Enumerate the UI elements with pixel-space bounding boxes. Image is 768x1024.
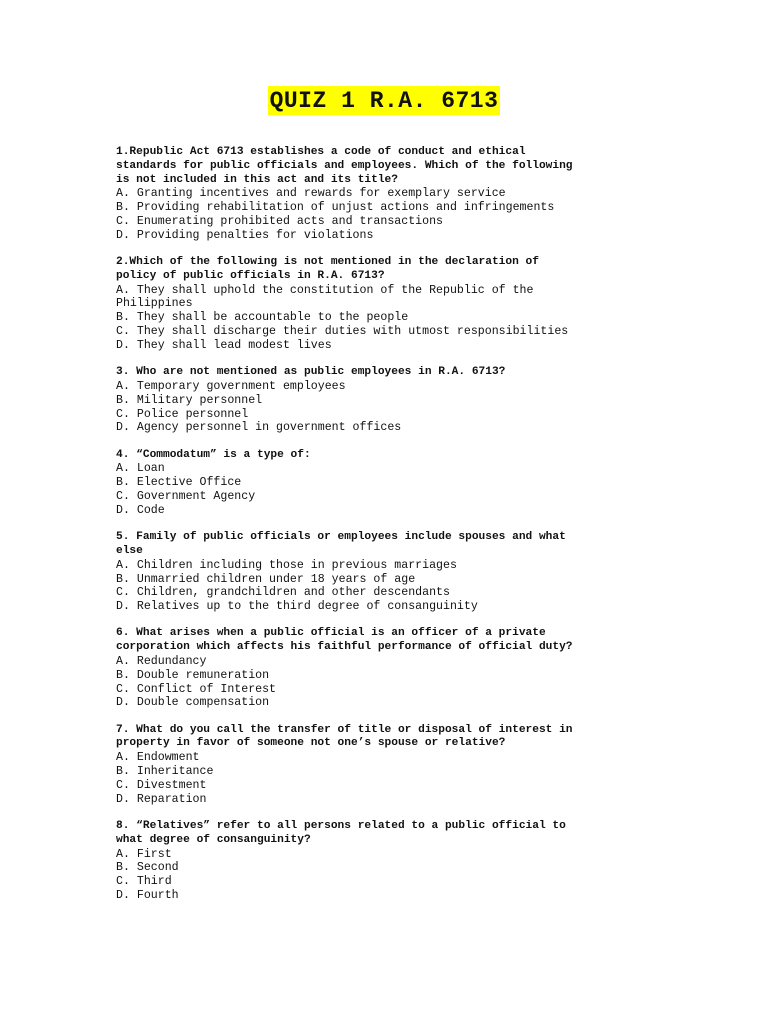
question-text-line: policy of public officials in R.A. 6713? xyxy=(116,269,385,282)
answer-option: D. Agency personnel in government offices xyxy=(116,421,402,435)
question-list xyxy=(116,146,656,916)
answer-option: B. They shall be accountable to the people xyxy=(116,311,409,325)
question-text-line: 2.Which of the following is not mentioned in the declaration of xyxy=(116,256,539,269)
answer-option: B. Elective Office xyxy=(116,476,242,490)
question-text-line: else xyxy=(116,544,143,557)
answer-option: A. Children including those in previous marriages xyxy=(116,558,457,572)
question-5 xyxy=(116,531,656,614)
answer-option: D. Reparation xyxy=(116,792,207,806)
question-4 xyxy=(116,449,656,518)
answer-option: A. They shall uphold the constitution of the Republic of the Philippines xyxy=(116,283,534,311)
answer-option: C. Children, grandchildren and other descendants xyxy=(116,586,450,600)
answer-option: B. Inheritance xyxy=(116,765,214,779)
answer-option: D. Providing penalties for violations xyxy=(116,228,374,242)
document-title: QUIZ 1 R.A. 6713 xyxy=(269,88,499,114)
answer-option: B. Military personnel xyxy=(116,393,263,407)
question-8 xyxy=(116,820,656,903)
question-text-line: property in favor of someone not one’s spouse or relative? xyxy=(116,737,506,750)
question-text-line: corporation which affects his faithful performance of official duty? xyxy=(116,641,573,654)
answer-option: B. Unmarried children under 18 years of age xyxy=(116,572,416,586)
answer-option: A. Endowment xyxy=(116,751,200,765)
question-text-line: 8. “Relatives” refer to all persons related to a public official to xyxy=(116,819,566,832)
question-text-line: 3. Who are not mentioned as public employees in R.A. 6713? xyxy=(116,366,506,379)
answer-option: C. Police personnel xyxy=(116,407,249,421)
answer-option: C. Government Agency xyxy=(116,490,256,504)
title-wrap xyxy=(0,86,768,115)
question-text-line: 1.Republic Act 6713 establishes a code of conduct and ethical xyxy=(116,146,526,158)
question-text-line: what degree of consanguinity? xyxy=(116,833,311,846)
answer-option: C. Enumerating prohibited acts and transactions xyxy=(116,214,443,228)
answer-option: C. Divestment xyxy=(116,778,207,792)
answer-option: A. Granting incentives and rewards for exemplary service xyxy=(116,187,506,201)
answer-option: B. Providing rehabilitation of unjust actions and infringements xyxy=(116,201,555,215)
answer-option: B. Second xyxy=(116,861,179,875)
question-text-line: 6. What arises when a public official is an officer of a private xyxy=(116,627,546,640)
question-1 xyxy=(116,146,656,243)
question-3 xyxy=(116,366,656,435)
answer-option: D. Fourth xyxy=(116,888,179,902)
answer-option: C. They shall discharge their duties with utmost responsibilities xyxy=(116,325,569,339)
question-7 xyxy=(116,724,656,807)
question-text-line: 5. Family of public officials or employees include spouses and what xyxy=(116,531,566,544)
answer-option: D. Double compensation xyxy=(116,696,270,710)
answer-option: D. Relatives up to the third degree of consanguinity xyxy=(116,600,478,614)
answer-option: D. They shall lead modest lives xyxy=(116,338,332,352)
answer-option: D. Code xyxy=(116,503,165,517)
answer-option: B. Double remuneration xyxy=(116,668,270,682)
question-text-line: 4. “Commodatum” is a type of: xyxy=(116,448,311,461)
answer-option: A. Loan xyxy=(116,462,165,476)
answer-option: A. Redundancy xyxy=(116,655,207,668)
answer-option: A. First xyxy=(116,847,172,861)
question-6 xyxy=(116,627,656,710)
answer-option: A. Temporary government employees xyxy=(116,379,346,393)
answer-option: C. Third xyxy=(116,875,172,889)
question-2 xyxy=(116,256,656,353)
question-text-line: is not included in this act and its title? xyxy=(116,173,398,186)
answer-option: C. Conflict of Interest xyxy=(116,682,277,696)
question-text-line: standards for public officials and employees. Which of the following xyxy=(116,159,573,172)
question-text-line: 7. What do you call the transfer of title or disposal of interest in xyxy=(116,723,573,736)
